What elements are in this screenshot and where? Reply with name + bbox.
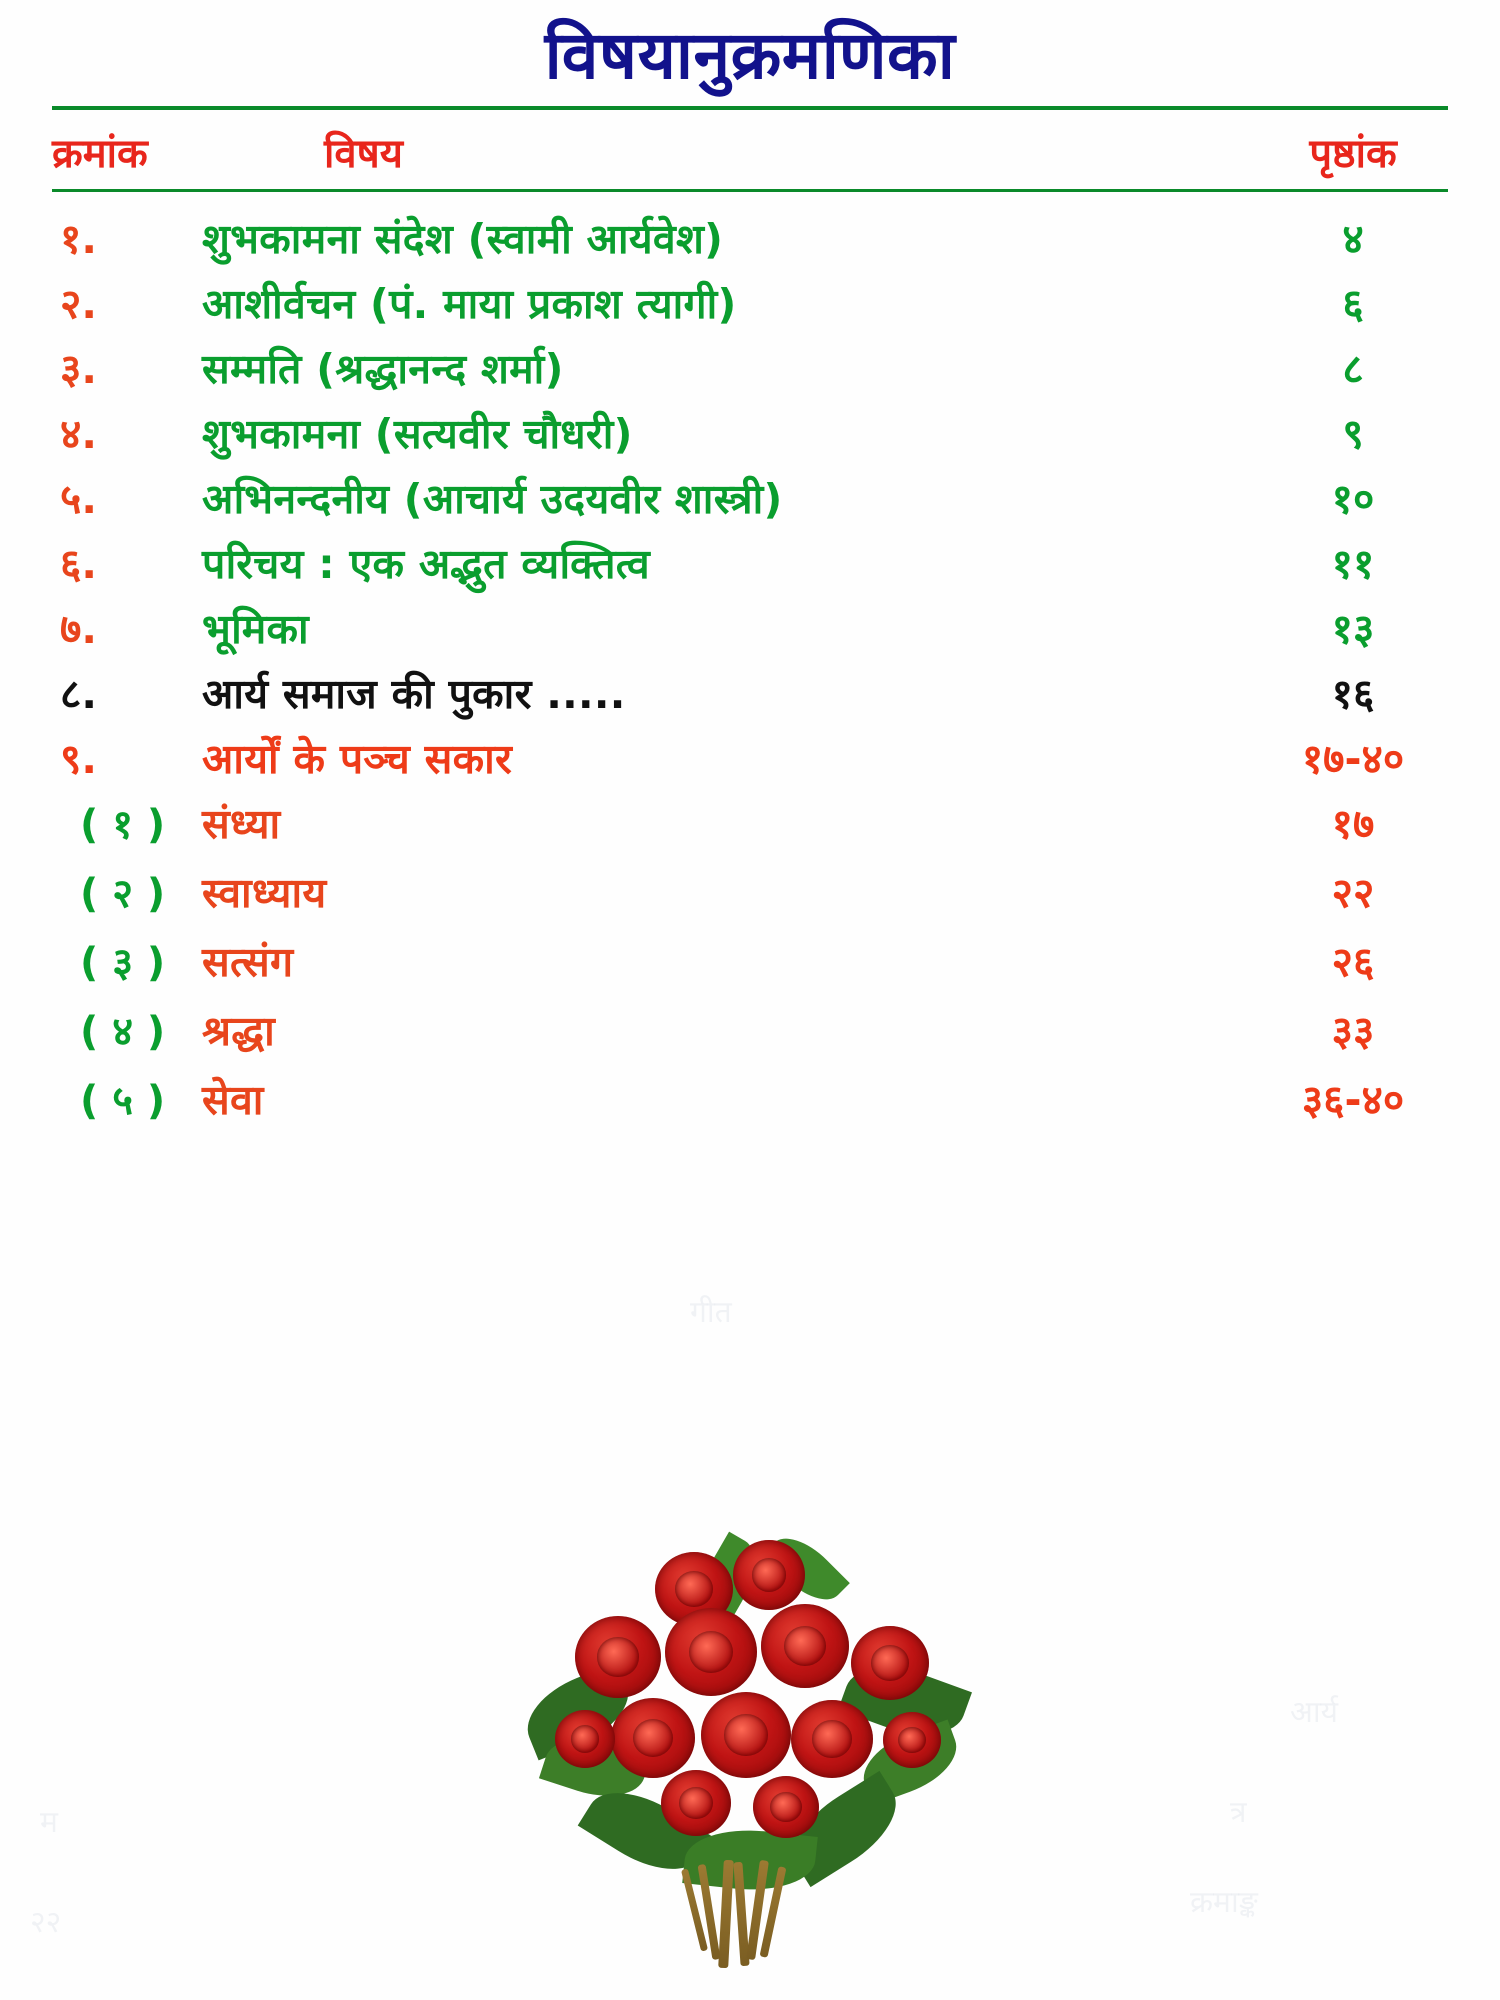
row-page: ८ <box>1342 344 1364 393</box>
table-row[interactable] <box>52 405 1448 461</box>
row-page: १३ <box>1331 604 1375 653</box>
bleed-through-text: २२ <box>30 1905 62 1940</box>
table-row[interactable] <box>52 210 1448 266</box>
column-header-subject: विषय <box>324 130 403 177</box>
subrow-number: ( ४ ) <box>80 1008 166 1055</box>
row-number: १. <box>60 214 97 263</box>
table-row[interactable] <box>52 275 1448 331</box>
subrow-subject: श्रद्धा <box>202 1006 276 1055</box>
bleed-through-text: क्रमाङ्क <box>1190 1885 1258 1920</box>
row-subject: शुभकामना संदेश (स्वामी आर्यवेश) <box>202 214 724 263</box>
table-subrow[interactable] <box>52 795 1448 851</box>
bleed-through-text: गीत <box>690 1295 732 1330</box>
table-row[interactable] <box>52 340 1448 396</box>
table-of-contents <box>52 192 1448 1127</box>
column-header-number: क्रमांक <box>52 130 148 177</box>
row-number: ३. <box>60 344 97 393</box>
table-subrow[interactable] <box>52 933 1448 989</box>
subrow-page: ३६-४० <box>1301 1075 1405 1124</box>
row-page: ११ <box>1331 539 1375 588</box>
red-roses-bouquet-icon <box>515 1530 985 1970</box>
row-subject: सम्मति (श्रद्धानन्द शर्मा) <box>202 344 564 393</box>
row-page: ४ <box>1342 214 1364 263</box>
row-number: ९. <box>60 734 97 783</box>
subrow-page: ३३ <box>1331 1006 1375 1055</box>
page-title: विषयानुक्रमणिका <box>544 17 956 94</box>
subrow-number: ( ५ ) <box>80 1077 166 1124</box>
subrow-subject: सेवा <box>202 1075 264 1124</box>
row-page: ६ <box>1342 279 1364 328</box>
row-subject: अभिनन्दनीय (आचार्य उदयवीर शास्त्री) <box>202 474 783 523</box>
row-subject: आर्य समाज की पुकार ..... <box>202 669 626 718</box>
row-subject: आशीर्वचन (पं. माया प्रकाश त्यागी) <box>202 279 737 328</box>
subrow-number: ( १ ) <box>80 801 166 848</box>
row-number: ६. <box>60 539 97 588</box>
subrow-number: ( २ ) <box>80 870 166 917</box>
table-subrow[interactable] <box>52 864 1448 920</box>
column-header-page: पृष्ठांक <box>1309 130 1397 177</box>
table-header <box>52 110 1448 189</box>
table-row[interactable] <box>52 665 1448 721</box>
subrow-subject: स्वाध्याय <box>202 868 327 917</box>
table-row[interactable] <box>52 730 1448 786</box>
subrow-page: २२ <box>1331 868 1375 917</box>
table-row[interactable] <box>52 470 1448 526</box>
table-row[interactable] <box>52 535 1448 591</box>
row-page: १० <box>1331 474 1375 523</box>
bleed-through-text: आर्य <box>1290 1695 1339 1730</box>
row-number: ७. <box>60 604 97 653</box>
subrow-subject: सत्संग <box>202 937 294 986</box>
subrow-page: २६ <box>1331 937 1375 986</box>
bleed-through-text: त्र <box>1230 1795 1247 1830</box>
table-row[interactable] <box>52 600 1448 656</box>
row-number: २. <box>60 279 97 328</box>
row-subject: आर्यों के पञ्च सकार <box>202 734 513 783</box>
subrow-page: १७ <box>1331 799 1375 848</box>
row-page: १७-४० <box>1301 734 1405 783</box>
bouquet-illustration <box>0 1530 1500 1970</box>
row-subject: शुभकामना (सत्यवीर चौधरी) <box>202 409 633 458</box>
row-page: १६ <box>1331 669 1375 718</box>
row-subject: परिचय : एक अद्भुत व्यक्तित्व <box>202 539 651 588</box>
row-number: ८. <box>60 669 97 718</box>
row-number: ४. <box>60 409 97 458</box>
table-subrow[interactable] <box>52 1071 1448 1127</box>
row-subject: भूमिका <box>202 604 309 653</box>
subrow-number: ( ३ ) <box>80 939 166 986</box>
row-number: ५. <box>60 474 97 523</box>
bleed-through-text: म <box>40 1805 58 1840</box>
row-page: ९ <box>1342 409 1364 458</box>
table-subrow[interactable] <box>52 1002 1448 1058</box>
subrow-subject: संध्या <box>202 799 281 848</box>
